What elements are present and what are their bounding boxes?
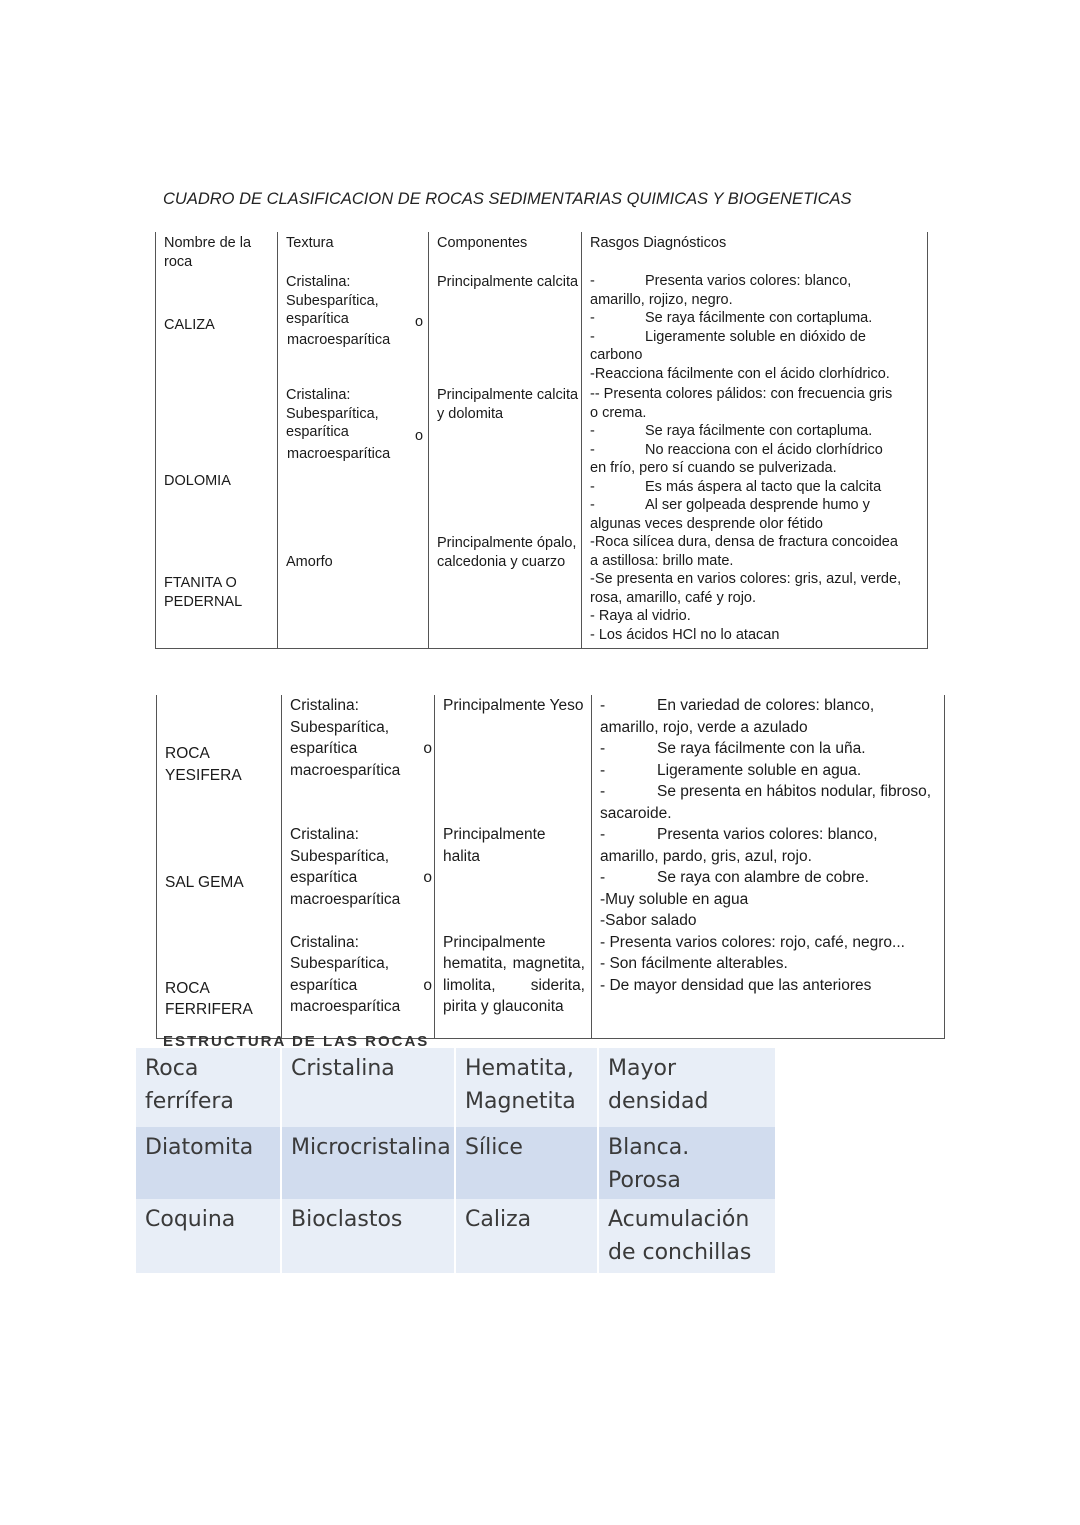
trait-text: -Sabor salado [600, 912, 697, 929]
table-cell: Caliza [455, 1199, 598, 1273]
trait-line [590, 607, 927, 626]
trait-text: rosa, amarillo, café y rojo. [590, 589, 757, 606]
texture-text: Cristalina: Subesparítica, esparítica [286, 274, 379, 327]
partially-hidden-heading: ESTRUCTURA DE LAS ROCAS SEDIMENTARIAS [163, 1033, 430, 1065]
trait-text: -- Presenta colores pálidos: con frecuencia gris [590, 386, 893, 402]
texture-cell [282, 824, 435, 932]
components-cell [429, 272, 582, 385]
traits-cell [592, 932, 945, 1039]
texture-line: esparítica o [290, 740, 432, 757]
table-row [136, 1127, 775, 1199]
bullet-dash: - [590, 497, 595, 513]
trait-line [590, 404, 927, 423]
trait-text: - Son fácilmente alterables. [600, 955, 788, 972]
trait-line [590, 422, 927, 441]
trait-line [600, 910, 944, 932]
rock-name-cell [156, 533, 278, 648]
traits-cell [582, 385, 928, 533]
texture-cell [282, 695, 435, 824]
texture-tail: macroesparítica [287, 446, 391, 462]
trait-text: -Se presenta en varios colores: gris, azul, verde, [590, 571, 902, 587]
trait-line [590, 533, 927, 552]
trait-text: - De mayor densidad que las anteriores [600, 976, 872, 994]
table-cell: Acumulación de conchillas [608, 1207, 752, 1265]
trait-text: No reacciona con el ácido clorhídrico [645, 441, 883, 458]
rock-name: ROCA FERRIFERA [165, 979, 253, 1018]
trait-text: Se raya fácilmente con cortapluma. [645, 310, 873, 326]
trait-text: Ligeramente soluble en agua. [657, 761, 862, 779]
header-texture: Textura [278, 232, 429, 272]
trait-line [590, 589, 927, 608]
texture-line: macroesparítica [290, 998, 401, 1015]
texture-text: Cristalina: Subesparítica, esparítica [286, 387, 379, 440]
rock-name: SAL GEMA [165, 874, 244, 891]
texture-or-separator: o [415, 314, 424, 330]
trait-text: a astillosa: brillo mate. [590, 552, 734, 569]
components-text: Principalmente calcita y dolomita [437, 387, 579, 422]
classification-table-1 [155, 232, 928, 649]
trait-text: Se raya fácilmente con cortapluma. [645, 423, 873, 439]
traits-cell [592, 824, 945, 932]
rock-name: CALIZA [164, 317, 215, 333]
components-text: Principalmente ópalo, calcedonia y cuarzo [437, 535, 577, 570]
table-row [156, 385, 928, 533]
trait-line [600, 824, 944, 846]
trait-text: sacaroide. [600, 804, 672, 822]
rock-name: FTANITA O PEDERNAL [164, 575, 243, 610]
traits-cell [582, 272, 928, 385]
trait-line [590, 626, 927, 645]
table-cell: Roca ferrífera [136, 1048, 281, 1127]
table-row [156, 272, 928, 385]
texture-line: Subesparítica, [290, 955, 390, 972]
components-cell [435, 824, 592, 932]
texture-line: Cristalina: [290, 697, 359, 714]
components-cell [435, 695, 592, 824]
texture-line: esparítica o [290, 976, 432, 994]
table-row [136, 1199, 775, 1273]
trait-line [590, 291, 927, 310]
bullet-dash: - [600, 761, 606, 779]
document-title: CUADRO DE CLASIFICACION DE ROCAS SEDIMENTARIAS QUIMICAS Y BIOGENETICAS [163, 190, 852, 208]
trait-line [600, 846, 944, 868]
table-row [157, 932, 945, 1039]
rock-name-cell [156, 385, 278, 533]
components-text: Principalmente calcita [437, 274, 579, 290]
texture-line: macroesparítica [290, 761, 401, 779]
bullet-dash: - [600, 869, 606, 886]
texture-cell [278, 272, 429, 385]
trait-text: -Muy soluble en agua [600, 890, 749, 908]
bullet-dash: - [600, 740, 606, 757]
rock-name-cell [157, 932, 282, 1039]
table-row [157, 695, 945, 824]
table-row [136, 1048, 775, 1127]
components-cell [435, 932, 592, 1039]
trait-text: amarillo, pardo, gris, azul, rojo. [600, 847, 812, 865]
header-components: Componentes [429, 232, 582, 272]
trait-line [600, 717, 944, 739]
trait-line [590, 309, 927, 328]
bullet-dash: - [590, 310, 595, 326]
trait-line [590, 515, 927, 534]
header-traits: Rasgos Diagnósticos [582, 232, 928, 272]
rock-name: ROCA YESIFERA [165, 745, 242, 784]
components-cell [429, 385, 582, 533]
trait-text: Es más áspera al tacto que la calcita [645, 478, 882, 495]
trait-line [590, 570, 927, 589]
trait-line [600, 781, 944, 803]
trait-text: amarillo, rojo, verde a azulado [600, 718, 808, 736]
trait-text: o crema. [590, 404, 647, 421]
rock-name-cell [157, 824, 282, 932]
trait-text: -Roca silícea dura, densa de fractura concoidea [590, 534, 898, 550]
texture-line: macroesparítica [290, 890, 401, 908]
bullet-dash: - [600, 826, 606, 843]
table-cell: Blanca. Porosa [608, 1135, 690, 1193]
trait-line [600, 695, 944, 717]
components-cell [429, 533, 582, 648]
table-cell: Sílice [455, 1127, 598, 1199]
bullet-dash: - [600, 783, 606, 800]
texture-line: Subesparítica, [290, 847, 390, 865]
trait-line [590, 328, 927, 347]
trait-line [590, 496, 927, 515]
trait-line [600, 760, 944, 782]
trait-line [600, 975, 944, 997]
texture-cell [282, 932, 435, 1039]
bullet-dash: - [590, 273, 595, 289]
traits-cell [592, 695, 945, 824]
components-text: Principalmente Yeso [443, 697, 584, 714]
texture-line: Cristalina: [290, 933, 359, 951]
table-row [156, 533, 928, 648]
trait-line [590, 478, 927, 497]
trait-text: en frío, pero sí cuando se pulverizada. [590, 460, 837, 476]
trait-text: algunas veces desprende olor fétido [590, 515, 823, 532]
table-cell: Microcristalina [281, 1127, 455, 1199]
components-text: Principalmente halita [443, 826, 546, 865]
trait-text: Al ser golpeada desprende humo y [645, 497, 870, 513]
trait-line [590, 459, 927, 478]
trait-text: - Presenta varios colores: rojo, café, negro... [600, 933, 905, 951]
trait-text: Presenta varios colores: blanco, [645, 273, 852, 289]
table-cell: Coquina [136, 1199, 281, 1273]
trait-text: Se raya fácilmente con la uña. [657, 740, 866, 757]
texture-or-separator: o [415, 428, 424, 444]
trait-text: - Raya al vidrio. [590, 608, 691, 624]
table-cell: Diatomita [136, 1127, 281, 1199]
trait-line [600, 867, 944, 889]
table-cell: Bioclastos [281, 1199, 455, 1273]
components-text: Principalmente hematita, magnetita, limolita, siderita, pirita y glauconita [443, 933, 585, 1015]
table-cell: Hematita, Magnetita [455, 1048, 598, 1127]
texture-tail: macroesparítica [287, 332, 391, 348]
structure-table [136, 1048, 775, 1273]
traits-cell [582, 533, 928, 648]
trait-line [590, 552, 927, 571]
bullet-dash: - [590, 441, 595, 458]
bullet-dash: - [590, 478, 595, 495]
texture-cell [278, 533, 429, 648]
trait-line [590, 365, 927, 384]
trait-text: Presenta varios colores: blanco, [657, 826, 878, 843]
rock-name: DOLOMIA [164, 473, 231, 489]
trait-line [590, 385, 927, 404]
bullet-dash: - [590, 423, 595, 439]
trait-text: -Reacciona fácilmente con el ácido clorhídrico. [590, 365, 890, 382]
trait-text: Ligeramente soluble en dióxido de [645, 328, 866, 345]
header-rock-name: Nombre de la roca [156, 232, 278, 272]
trait-text: amarillo, rojizo, negro. [590, 291, 733, 308]
trait-line [600, 889, 944, 911]
trait-text: carbono [590, 347, 643, 363]
trait-line [600, 738, 944, 760]
trait-text: Se raya con alambre de cobre. [657, 869, 869, 886]
trait-text: En variedad de colores: blanco, [657, 697, 875, 714]
trait-line [590, 441, 927, 460]
bullet-dash: - [600, 697, 606, 714]
texture-line: Subesparítica, [290, 718, 390, 736]
texture-text: Amorfo [286, 554, 333, 570]
bullet-dash: - [590, 328, 595, 345]
texture-line: esparítica o [290, 869, 432, 886]
trait-line [600, 932, 944, 954]
trait-line [590, 272, 927, 291]
trait-line [600, 953, 944, 975]
rock-name-cell [157, 695, 282, 824]
trait-text: Se presenta en hábitos nodular, fibroso, [657, 783, 932, 800]
trait-line [590, 346, 927, 365]
table-row [157, 824, 945, 932]
table-cell: Cristalina [281, 1048, 455, 1127]
rock-name-cell [156, 272, 278, 385]
trait-line [600, 803, 944, 825]
table-header-row [156, 232, 928, 272]
trait-text: - Los ácidos HCl no lo atacan [590, 626, 780, 643]
texture-line: Cristalina: [290, 826, 359, 843]
table-cell: Mayor densidad [608, 1056, 709, 1114]
